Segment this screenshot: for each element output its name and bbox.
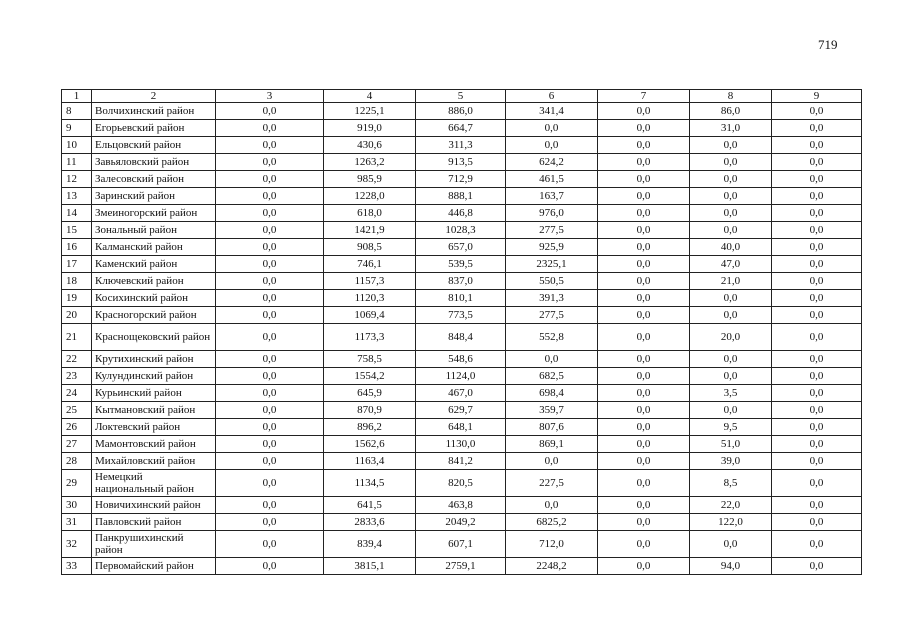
value-cell-col-8: 40,0 — [690, 239, 772, 256]
district-name-cell: Крутихинский район — [92, 351, 216, 368]
value-cell-col-4: 430,6 — [324, 137, 416, 154]
value-cell-col-7: 0,0 — [598, 419, 690, 436]
value-cell-col-4: 1157,3 — [324, 273, 416, 290]
value-cell-col-4: 758,5 — [324, 351, 416, 368]
value-cell-col-8: 39,0 — [690, 453, 772, 470]
value-cell-col-5: 648,1 — [416, 419, 506, 436]
row-number-cell: 9 — [62, 120, 92, 137]
value-cell-col-4: 839,4 — [324, 531, 416, 558]
value-cell-col-9: 0,0 — [772, 470, 862, 497]
row-number-cell: 26 — [62, 419, 92, 436]
value-cell-col-7: 0,0 — [598, 239, 690, 256]
district-name-cell: Косихинский район — [92, 290, 216, 307]
value-cell-col-8: 0,0 — [690, 222, 772, 239]
value-cell-col-7: 0,0 — [598, 273, 690, 290]
value-cell-col-5: 820,5 — [416, 470, 506, 497]
value-cell-col-4: 746,1 — [324, 256, 416, 273]
value-cell-col-7: 0,0 — [598, 205, 690, 222]
value-cell-col-9: 0,0 — [772, 453, 862, 470]
value-cell-col-5: 446,8 — [416, 205, 506, 222]
header-cell: 7 — [598, 90, 690, 103]
value-cell-col-9: 0,0 — [772, 290, 862, 307]
table-row — [62, 402, 862, 419]
header-cell: 1 — [62, 90, 92, 103]
value-cell-col-7: 0,0 — [598, 188, 690, 205]
value-cell-col-5: 913,5 — [416, 154, 506, 171]
value-cell-col-3: 0,0 — [216, 419, 324, 436]
value-cell-col-3: 0,0 — [216, 256, 324, 273]
value-cell-col-3: 0,0 — [216, 453, 324, 470]
row-number-cell: 28 — [62, 453, 92, 470]
district-name-cell: Ключевский район — [92, 273, 216, 290]
value-cell-col-3: 0,0 — [216, 137, 324, 154]
value-cell-col-4: 919,0 — [324, 120, 416, 137]
table-body — [62, 103, 862, 575]
table-row — [62, 514, 862, 531]
district-name-cell: Завьяловский район — [92, 154, 216, 171]
value-cell-col-3: 0,0 — [216, 368, 324, 385]
value-cell-col-3: 0,0 — [216, 531, 324, 558]
value-cell-col-8: 0,0 — [690, 531, 772, 558]
value-cell-col-3: 0,0 — [216, 497, 324, 514]
value-cell-col-8: 0,0 — [690, 307, 772, 324]
value-cell-col-4: 870,9 — [324, 402, 416, 419]
district-name-cell: Волчихинский район — [92, 103, 216, 120]
value-cell-col-7: 0,0 — [598, 290, 690, 307]
row-number-cell: 8 — [62, 103, 92, 120]
district-name-cell: Курьинский район — [92, 385, 216, 402]
value-cell-col-8: 9,5 — [690, 419, 772, 436]
row-number-cell: 19 — [62, 290, 92, 307]
header-cell: 4 — [324, 90, 416, 103]
value-cell-col-9: 0,0 — [772, 351, 862, 368]
value-cell-col-5: 841,2 — [416, 453, 506, 470]
value-cell-col-5: 848,4 — [416, 324, 506, 351]
district-name-cell: Зональный район — [92, 222, 216, 239]
value-cell-col-6: 2248,2 — [506, 558, 598, 575]
table-row — [62, 222, 862, 239]
value-cell-col-9: 0,0 — [772, 558, 862, 575]
value-cell-col-8: 0,0 — [690, 171, 772, 188]
value-cell-col-3: 0,0 — [216, 239, 324, 256]
value-cell-col-9: 0,0 — [772, 154, 862, 171]
value-cell-col-5: 467,0 — [416, 385, 506, 402]
row-number-cell: 15 — [62, 222, 92, 239]
district-name-cell: Краснощековский район — [92, 324, 216, 351]
value-cell-col-7: 0,0 — [598, 222, 690, 239]
value-cell-col-6: 976,0 — [506, 205, 598, 222]
district-name-cell: Немецкий национальный район — [92, 470, 216, 497]
value-cell-col-4: 896,2 — [324, 419, 416, 436]
value-cell-col-6: 2325,1 — [506, 256, 598, 273]
value-cell-col-9: 0,0 — [772, 497, 862, 514]
table-row — [62, 368, 862, 385]
value-cell-col-6: 391,3 — [506, 290, 598, 307]
value-cell-col-5: 1028,3 — [416, 222, 506, 239]
value-cell-col-4: 1228,0 — [324, 188, 416, 205]
value-cell-col-7: 0,0 — [598, 154, 690, 171]
table-row — [62, 273, 862, 290]
header-cell: 3 — [216, 90, 324, 103]
value-cell-col-9: 0,0 — [772, 256, 862, 273]
value-cell-col-5: 463,8 — [416, 497, 506, 514]
value-cell-col-9: 0,0 — [772, 239, 862, 256]
value-cell-col-6: 277,5 — [506, 307, 598, 324]
value-cell-col-7: 0,0 — [598, 307, 690, 324]
value-cell-col-6: 682,5 — [506, 368, 598, 385]
header-cell: 6 — [506, 90, 598, 103]
value-cell-col-8: 0,0 — [690, 290, 772, 307]
row-number-cell: 20 — [62, 307, 92, 324]
value-cell-col-9: 0,0 — [772, 120, 862, 137]
value-cell-col-8: 31,0 — [690, 120, 772, 137]
district-name-cell: Калманский район — [92, 239, 216, 256]
table-row — [62, 137, 862, 154]
value-cell-col-8: 20,0 — [690, 324, 772, 351]
value-cell-col-8: 0,0 — [690, 368, 772, 385]
value-cell-col-6: 0,0 — [506, 137, 598, 154]
value-cell-col-5: 837,0 — [416, 273, 506, 290]
value-cell-col-9: 0,0 — [772, 188, 862, 205]
district-name-cell: Кытмановский район — [92, 402, 216, 419]
value-cell-col-9: 0,0 — [772, 531, 862, 558]
value-cell-col-3: 0,0 — [216, 470, 324, 497]
value-cell-col-9: 0,0 — [772, 273, 862, 290]
table-row — [62, 436, 862, 453]
value-cell-col-7: 0,0 — [598, 351, 690, 368]
value-cell-col-3: 0,0 — [216, 154, 324, 171]
value-cell-col-9: 0,0 — [772, 324, 862, 351]
value-cell-col-9: 0,0 — [772, 419, 862, 436]
value-cell-col-4: 1134,5 — [324, 470, 416, 497]
value-cell-col-4: 908,5 — [324, 239, 416, 256]
table-row — [62, 290, 862, 307]
value-cell-col-8: 0,0 — [690, 137, 772, 154]
row-number-cell: 31 — [62, 514, 92, 531]
value-cell-col-5: 539,5 — [416, 256, 506, 273]
value-cell-col-4: 1120,3 — [324, 290, 416, 307]
table-row — [62, 470, 862, 497]
value-cell-col-7: 0,0 — [598, 497, 690, 514]
value-cell-col-8: 94,0 — [690, 558, 772, 575]
table-row — [62, 171, 862, 188]
district-name-cell: Павловский район — [92, 514, 216, 531]
district-table — [61, 89, 862, 575]
value-cell-col-5: 773,5 — [416, 307, 506, 324]
value-cell-col-9: 0,0 — [772, 222, 862, 239]
table-row — [62, 324, 862, 351]
value-cell-col-9: 0,0 — [772, 402, 862, 419]
value-cell-col-6: 925,9 — [506, 239, 598, 256]
value-cell-col-7: 0,0 — [598, 324, 690, 351]
row-number-cell: 30 — [62, 497, 92, 514]
value-cell-col-6: 341,4 — [506, 103, 598, 120]
value-cell-col-4: 618,0 — [324, 205, 416, 222]
value-cell-col-7: 0,0 — [598, 470, 690, 497]
value-cell-col-8: 3,5 — [690, 385, 772, 402]
value-cell-col-3: 0,0 — [216, 436, 324, 453]
value-cell-col-7: 0,0 — [598, 120, 690, 137]
value-cell-col-8: 0,0 — [690, 188, 772, 205]
value-cell-col-9: 0,0 — [772, 514, 862, 531]
district-name-cell: Каменский район — [92, 256, 216, 273]
value-cell-col-7: 0,0 — [598, 385, 690, 402]
table-row — [62, 120, 862, 137]
header-row — [62, 90, 862, 103]
value-cell-col-3: 0,0 — [216, 402, 324, 419]
value-cell-col-5: 1124,0 — [416, 368, 506, 385]
row-number-cell: 22 — [62, 351, 92, 368]
district-name-cell: Егорьевский район — [92, 120, 216, 137]
table-row — [62, 419, 862, 436]
value-cell-col-9: 0,0 — [772, 436, 862, 453]
value-cell-col-4: 641,5 — [324, 497, 416, 514]
table-row — [62, 351, 862, 368]
row-number-cell: 18 — [62, 273, 92, 290]
value-cell-col-3: 0,0 — [216, 103, 324, 120]
table-row — [62, 307, 862, 324]
value-cell-col-4: 1263,2 — [324, 154, 416, 171]
district-name-cell: Панкрушихинский район — [92, 531, 216, 558]
value-cell-col-3: 0,0 — [216, 205, 324, 222]
district-name-cell: Локтевский район — [92, 419, 216, 436]
value-cell-col-3: 0,0 — [216, 171, 324, 188]
district-name-cell: Заринский район — [92, 188, 216, 205]
value-cell-col-8: 21,0 — [690, 273, 772, 290]
value-cell-col-9: 0,0 — [772, 307, 862, 324]
district-name-cell: Михайловский район — [92, 453, 216, 470]
value-cell-col-7: 0,0 — [598, 531, 690, 558]
value-cell-col-6: 0,0 — [506, 351, 598, 368]
district-name-cell: Мамонтовский район — [92, 436, 216, 453]
row-number-cell: 14 — [62, 205, 92, 222]
row-number-cell: 23 — [62, 368, 92, 385]
value-cell-col-3: 0,0 — [216, 324, 324, 351]
value-cell-col-9: 0,0 — [772, 205, 862, 222]
value-cell-col-6: 0,0 — [506, 453, 598, 470]
value-cell-col-8: 0,0 — [690, 205, 772, 222]
value-cell-col-8: 47,0 — [690, 256, 772, 273]
table-row — [62, 497, 862, 514]
table-row — [62, 188, 862, 205]
district-name-cell: Новичихинский район — [92, 497, 216, 514]
value-cell-col-8: 22,0 — [690, 497, 772, 514]
value-cell-col-9: 0,0 — [772, 368, 862, 385]
district-name-cell: Ельцовский район — [92, 137, 216, 154]
table-row — [62, 385, 862, 402]
value-cell-col-4: 645,9 — [324, 385, 416, 402]
value-cell-col-4: 3815,1 — [324, 558, 416, 575]
value-cell-col-4: 985,9 — [324, 171, 416, 188]
row-number-cell: 16 — [62, 239, 92, 256]
value-cell-col-6: 807,6 — [506, 419, 598, 436]
header-cell: 2 — [92, 90, 216, 103]
value-cell-col-6: 624,2 — [506, 154, 598, 171]
value-cell-col-7: 0,0 — [598, 453, 690, 470]
row-number-cell: 32 — [62, 531, 92, 558]
page-number: 719 — [818, 37, 838, 52]
value-cell-col-3: 0,0 — [216, 351, 324, 368]
value-cell-col-3: 0,0 — [216, 385, 324, 402]
row-number-cell: 11 — [62, 154, 92, 171]
value-cell-col-7: 0,0 — [598, 256, 690, 273]
row-number-cell: 24 — [62, 385, 92, 402]
row-number-cell: 33 — [62, 558, 92, 575]
value-cell-col-3: 0,0 — [216, 273, 324, 290]
value-cell-col-5: 548,6 — [416, 351, 506, 368]
value-cell-col-5: 311,3 — [416, 137, 506, 154]
header-cell: 9 — [772, 90, 862, 103]
table-row — [62, 531, 862, 558]
row-number-cell: 12 — [62, 171, 92, 188]
district-name-cell: Кулундинский район — [92, 368, 216, 385]
header-cell: 5 — [416, 90, 506, 103]
value-cell-col-5: 886,0 — [416, 103, 506, 120]
value-cell-col-6: 550,5 — [506, 273, 598, 290]
row-number-cell: 17 — [62, 256, 92, 273]
value-cell-col-5: 2759,1 — [416, 558, 506, 575]
district-name-cell: Первомайский район — [92, 558, 216, 575]
value-cell-col-6: 712,0 — [506, 531, 598, 558]
value-cell-col-8: 86,0 — [690, 103, 772, 120]
value-cell-col-3: 0,0 — [216, 558, 324, 575]
value-cell-col-3: 0,0 — [216, 222, 324, 239]
value-cell-col-8: 0,0 — [690, 402, 772, 419]
value-cell-col-6: 698,4 — [506, 385, 598, 402]
row-number-cell: 29 — [62, 470, 92, 497]
value-cell-col-7: 0,0 — [598, 368, 690, 385]
value-cell-col-5: 629,7 — [416, 402, 506, 419]
row-number-cell: 25 — [62, 402, 92, 419]
value-cell-col-6: 163,7 — [506, 188, 598, 205]
value-cell-col-6: 552,8 — [506, 324, 598, 351]
value-cell-col-6: 6825,2 — [506, 514, 598, 531]
value-cell-col-4: 2833,6 — [324, 514, 416, 531]
value-cell-col-8: 8,5 — [690, 470, 772, 497]
value-cell-col-3: 0,0 — [216, 120, 324, 137]
value-cell-col-9: 0,0 — [772, 385, 862, 402]
value-cell-col-3: 0,0 — [216, 188, 324, 205]
value-cell-col-7: 0,0 — [598, 436, 690, 453]
value-cell-col-4: 1421,9 — [324, 222, 416, 239]
table-row — [62, 453, 862, 470]
value-cell-col-8: 0,0 — [690, 154, 772, 171]
value-cell-col-9: 0,0 — [772, 137, 862, 154]
value-cell-col-4: 1069,4 — [324, 307, 416, 324]
value-cell-col-5: 607,1 — [416, 531, 506, 558]
table-row — [62, 103, 862, 120]
row-number-cell: 27 — [62, 436, 92, 453]
value-cell-col-8: 0,0 — [690, 351, 772, 368]
value-cell-col-5: 888,1 — [416, 188, 506, 205]
table-row — [62, 205, 862, 222]
value-cell-col-6: 0,0 — [506, 120, 598, 137]
value-cell-col-7: 0,0 — [598, 137, 690, 154]
row-number-cell: 21 — [62, 324, 92, 351]
value-cell-col-5: 810,1 — [416, 290, 506, 307]
value-cell-col-6: 359,7 — [506, 402, 598, 419]
value-cell-col-3: 0,0 — [216, 307, 324, 324]
value-cell-col-9: 0,0 — [772, 103, 862, 120]
value-cell-col-4: 1163,4 — [324, 453, 416, 470]
value-cell-col-4: 1225,1 — [324, 103, 416, 120]
header-cell: 8 — [690, 90, 772, 103]
value-cell-col-7: 0,0 — [598, 514, 690, 531]
value-cell-col-4: 1562,6 — [324, 436, 416, 453]
value-cell-col-6: 277,5 — [506, 222, 598, 239]
value-cell-col-6: 0,0 — [506, 497, 598, 514]
row-number-cell: 10 — [62, 137, 92, 154]
value-cell-col-5: 1130,0 — [416, 436, 506, 453]
value-cell-col-5: 664,7 — [416, 120, 506, 137]
value-cell-col-8: 51,0 — [690, 436, 772, 453]
value-cell-col-8: 122,0 — [690, 514, 772, 531]
value-cell-col-7: 0,0 — [598, 171, 690, 188]
district-name-cell: Змеиногорский район — [92, 205, 216, 222]
value-cell-col-6: 869,1 — [506, 436, 598, 453]
value-cell-col-4: 1554,2 — [324, 368, 416, 385]
value-cell-col-3: 0,0 — [216, 514, 324, 531]
table-row — [62, 558, 862, 575]
value-cell-col-7: 0,0 — [598, 402, 690, 419]
district-name-cell: Красногорский район — [92, 307, 216, 324]
value-cell-col-5: 657,0 — [416, 239, 506, 256]
value-cell-col-5: 2049,2 — [416, 514, 506, 531]
value-cell-col-9: 0,0 — [772, 171, 862, 188]
value-cell-col-5: 712,9 — [416, 171, 506, 188]
value-cell-col-6: 461,5 — [506, 171, 598, 188]
value-cell-col-6: 227,5 — [506, 470, 598, 497]
table-row — [62, 154, 862, 171]
row-number-cell: 13 — [62, 188, 92, 205]
table-row — [62, 239, 862, 256]
value-cell-col-4: 1173,3 — [324, 324, 416, 351]
value-cell-col-3: 0,0 — [216, 290, 324, 307]
value-cell-col-7: 0,0 — [598, 558, 690, 575]
district-name-cell: Залесовский район — [92, 171, 216, 188]
table-row — [62, 256, 862, 273]
value-cell-col-7: 0,0 — [598, 103, 690, 120]
